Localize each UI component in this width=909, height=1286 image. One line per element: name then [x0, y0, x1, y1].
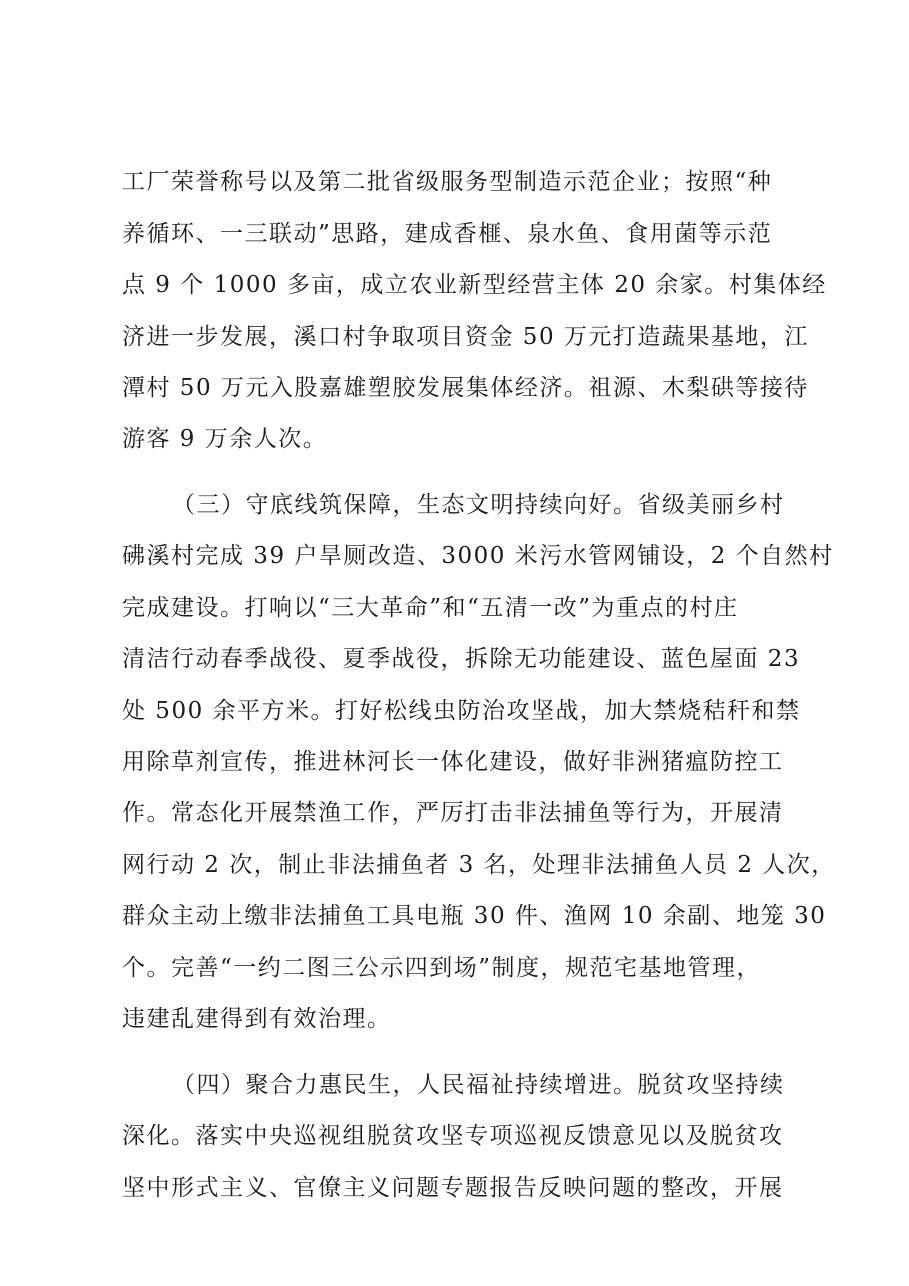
text-line: 工厂荣誉称号以及第二批省级服务型制造示范企业；按照“种	[122, 169, 773, 195]
text-line: 完成建设。打响以“三大革命”和“五清一改”为重点的村庄	[122, 595, 739, 621]
text-line: 砩溪村完成 39 户旱厕改造、3000 米污水管网铺设，2 个自然村	[122, 543, 834, 569]
text-line: 作。常态化开展禁渔工作，严厉打击非法捕鱼等行为，开展清	[122, 800, 784, 826]
text-line: 用除草剂宣传，推进林河长一体化建设，做好非洲猪瘟防控工	[122, 749, 784, 775]
text-line: 网行动 2 次，制止非法捕鱼者 3 名，处理非法捕鱼人员 2 人次，	[122, 852, 836, 878]
text-line: 游客 9 万余人次。	[122, 426, 328, 452]
text-line: 个。完善“一约二图三公示四到场”制度，规范宅基地管理，	[122, 955, 762, 981]
text-line: 坚中形式主义、官僚主义问题专题报告反映问题的整改，开展	[122, 1175, 784, 1201]
text-line: 深化。落实中央巡视组脱贫攻坚专项巡视反馈意见以及脱贫攻	[122, 1123, 784, 1149]
text-line: 潭村 50 万元入股嘉雄塑胶发展集体经济。祖源、木梨硔等接待	[122, 375, 809, 401]
text-line: 处 500 余平方米。打好松线虫防治攻坚战，加大禁烧秸秆和禁	[122, 698, 801, 724]
text-line: 点 9 个 1000 多亩，成立农业新型经营主体 20 余家。村集体经	[122, 272, 827, 298]
text-line: 违建乱建得到有效治理。	[122, 1006, 392, 1032]
paragraph-heading-4: （四）聚合力惠民生，人民福祉持续增进。脱贫攻坚持续	[172, 1072, 785, 1098]
paragraph-heading-3: （三）守底线筑保障，生态文明持续向好。省级美丽乡村	[172, 492, 785, 518]
text-line: 养循环、一三联动”思路，建成香榧、泉水鱼、食用菌等示范	[122, 221, 773, 247]
text-line: 群众主动上缴非法捕鱼工具电瓶 30 件、渔网 10 余副、地笼 30	[122, 903, 827, 929]
text-line: 济进一步发展，溪口村争取项目资金 50 万元打造蔬果基地，江	[122, 324, 809, 350]
text-line: 清洁行动春季战役、夏季战役，拆除无功能建设、蓝色屋面 23	[122, 646, 801, 672]
